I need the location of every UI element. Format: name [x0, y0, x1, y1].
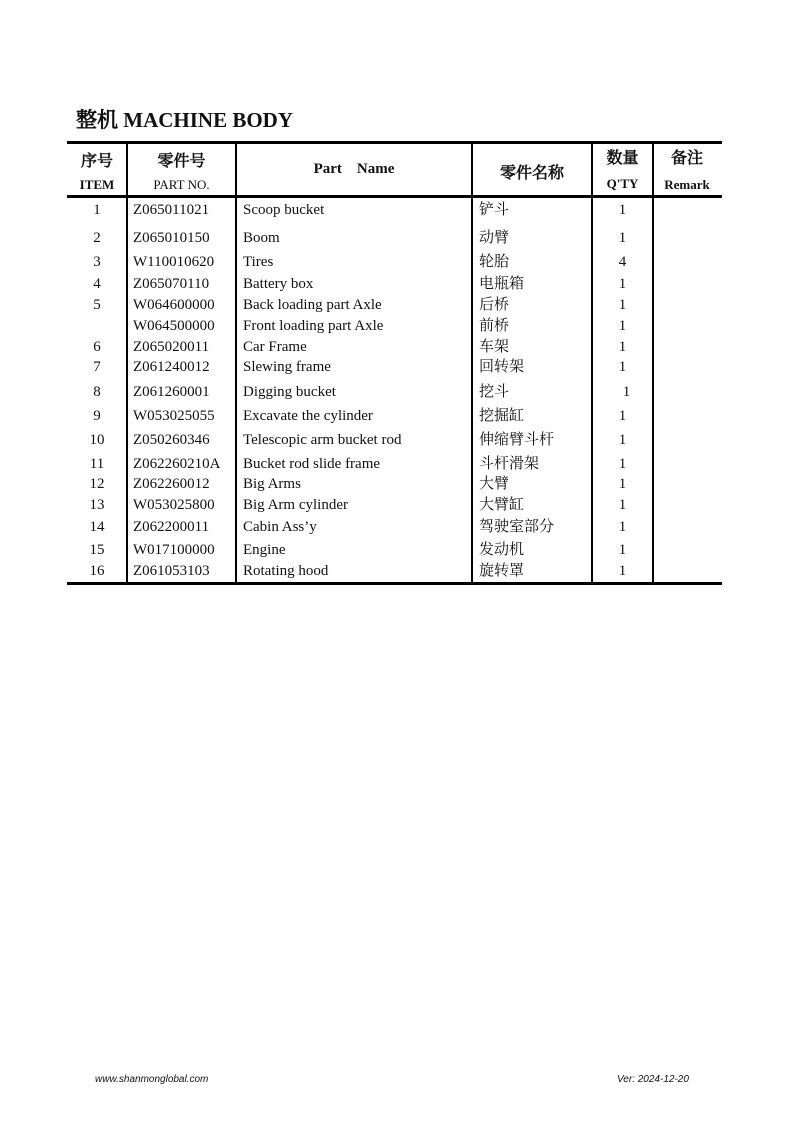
- item-number: 10: [89, 432, 105, 448]
- part-number: Z065020011: [133, 339, 210, 355]
- part-name: Rotating hood: [243, 563, 329, 579]
- quantity: 1: [618, 276, 627, 292]
- item-number: 11: [89, 456, 105, 472]
- part-name: Battery box: [243, 276, 314, 292]
- item-number: 4: [93, 276, 101, 292]
- quantity: 1: [618, 563, 627, 579]
- item-number: 13: [89, 497, 105, 513]
- part-name-cn: 动臂: [479, 230, 510, 246]
- part-name-cn: 大臂: [479, 476, 510, 492]
- quantity: 1: [618, 476, 627, 492]
- item-number: 2: [93, 230, 101, 246]
- table-top-border: [67, 141, 722, 144]
- header-name-en: Part Name: [313, 161, 395, 177]
- item-number: 12: [89, 476, 105, 492]
- quantity: 1: [618, 519, 627, 535]
- part-name-cn: 挖斗: [479, 384, 510, 400]
- quantity: 1: [618, 497, 627, 513]
- item-number: 8: [93, 384, 101, 400]
- part-number: Z065070110: [133, 276, 210, 292]
- part-name: Scoop bucket: [243, 202, 325, 218]
- part-number: W053025055: [133, 408, 215, 424]
- item-number: 5: [93, 297, 101, 313]
- part-number: W017100000: [133, 542, 215, 558]
- header-remark-en: Remark: [664, 177, 710, 192]
- part-name: Telescopic arm bucket rod: [243, 432, 402, 448]
- part-name: Excavate the cylinder: [243, 408, 373, 424]
- part-name-cn: 后桥: [479, 297, 510, 313]
- part-number: W053025800: [133, 497, 215, 513]
- part-name-cn: 轮胎: [479, 254, 510, 270]
- part-name: Bucket rod slide frame: [243, 456, 381, 472]
- footer-website: www.shanmonglobal.com: [95, 1074, 209, 1085]
- part-number: W110010620: [133, 254, 215, 270]
- part-name: Boom: [243, 230, 280, 246]
- part-name: Tires: [243, 254, 274, 270]
- part-number: Z062200011: [133, 519, 210, 535]
- part-number: Z061053103: [133, 563, 210, 579]
- part-number: Z065010150: [133, 230, 210, 246]
- item-number: 15: [89, 542, 105, 558]
- quantity: 1: [618, 202, 627, 218]
- part-number: W064500000: [133, 318, 215, 334]
- part-name: Big Arm cylinder: [243, 497, 348, 513]
- part-name: Big Arms: [243, 476, 301, 492]
- table-bottom-border: [67, 582, 722, 585]
- footer-version: Ver: 2024-12-20: [617, 1074, 689, 1085]
- quantity: 1: [618, 297, 627, 313]
- item-number: 3: [93, 254, 101, 270]
- header-remark-cn: 备注: [670, 150, 703, 167]
- header-item-cn: 序号: [80, 153, 113, 170]
- part-name: Engine: [243, 542, 286, 558]
- part-name-cn: 回转架: [479, 359, 525, 375]
- part-number: Z061240012: [133, 359, 210, 375]
- header-qty-cn: 数量: [606, 150, 639, 167]
- item-number: 9: [93, 408, 101, 424]
- part-number: Z062260210A: [133, 456, 221, 472]
- part-name-cn: 铲斗: [479, 202, 510, 218]
- part-name: Front loading part Axle: [243, 318, 384, 334]
- item-number: 1: [93, 202, 101, 218]
- part-name-cn: 前桥: [479, 318, 510, 334]
- part-number: Z062260012: [133, 476, 210, 492]
- header-item-en: ITEM: [79, 177, 115, 192]
- part-name-cn: 旋转罩: [479, 563, 525, 579]
- header-qty-en: Q'TY: [606, 176, 639, 191]
- quantity: 1: [618, 432, 627, 448]
- part-name: Slewing frame: [243, 359, 331, 375]
- quantity: 1: [618, 359, 627, 375]
- quantity: 1: [618, 230, 627, 246]
- header-part-en: PART NO.: [153, 177, 210, 192]
- item-number: 7: [93, 359, 101, 375]
- quantity: 1: [618, 542, 627, 558]
- part-name-cn: 大臂缸: [479, 497, 525, 513]
- column-divider: [471, 142, 473, 583]
- header-part-cn: 零件号: [157, 153, 206, 170]
- part-number: Z050260346: [133, 432, 210, 448]
- item-number: 6: [93, 339, 101, 355]
- quantity: 1: [618, 339, 627, 355]
- quantity: 4: [618, 254, 627, 270]
- part-name-cn: 车架: [479, 339, 510, 355]
- part-number: W064600000: [133, 297, 215, 313]
- item-number: 16: [89, 563, 105, 579]
- part-name: Back loading part Axle: [243, 297, 382, 313]
- quantity: 1: [622, 384, 631, 400]
- part-name: Digging bucket: [243, 384, 336, 400]
- part-number: Z061260001: [133, 384, 210, 400]
- part-name-cn: 斗杆滑架: [479, 456, 540, 472]
- part-name: Car Frame: [243, 339, 307, 355]
- part-name-cn: 发动机: [479, 542, 525, 558]
- header-name-cn: 零件名称: [499, 165, 564, 182]
- part-name-cn: 挖掘缸: [479, 408, 525, 424]
- part-name: Cabin Ass’y: [243, 519, 317, 535]
- quantity: 1: [618, 408, 627, 424]
- part-name-cn: 驾驶室部分: [479, 519, 555, 535]
- header-bottom-border: [67, 195, 722, 198]
- page-title: 整机 MACHINE BODY: [76, 108, 294, 132]
- quantity: 1: [618, 318, 627, 334]
- quantity: 1: [618, 456, 627, 472]
- item-number: 14: [89, 519, 105, 535]
- part-name-cn: 电瓶箱: [479, 276, 525, 292]
- part-number: Z065011021: [133, 202, 210, 218]
- part-name-cn: 伸缩臂斗杆: [479, 432, 555, 448]
